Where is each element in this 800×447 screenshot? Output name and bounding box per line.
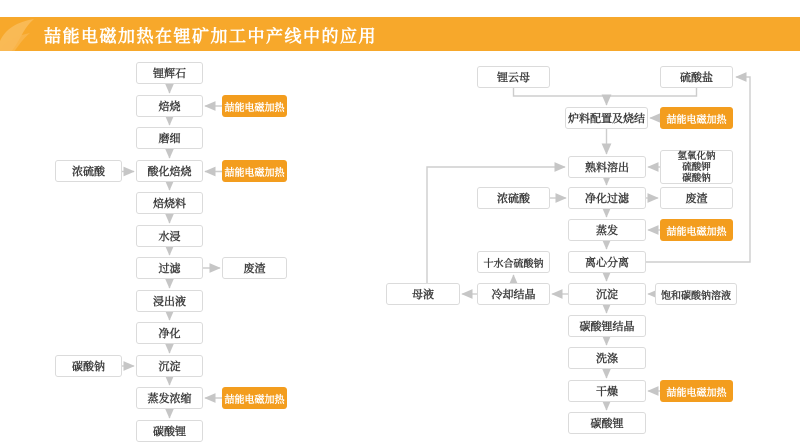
node-lithium-carbonate-right: 碳酸锂 — [568, 412, 646, 434]
heat-badge-drying: 喆能电磁加热 — [660, 380, 733, 402]
heat-badge-sintering: 喆能电磁加热 — [660, 107, 733, 129]
node-roasted-material: 焙烧料 — [136, 192, 203, 214]
node-conc-sulfuric-acid-right: 浓硫酸 — [477, 187, 550, 209]
page-title: 喆能电磁加热在锂矿加工中产线中的应用 — [44, 26, 377, 46]
node-conc-sulfuric-acid: 浓硫酸 — [55, 160, 122, 182]
node-centrifugal-separation: 离心分离 — [568, 251, 646, 273]
node-purification-filtration: 净化过滤 — [568, 187, 646, 209]
node-grinding: 磨细 — [136, 127, 203, 149]
flowchart-canvas — [0, 51, 800, 447]
node-evaporation-concentration: 蒸发浓缩 — [136, 387, 203, 409]
node-lepidolite: 锂云母 — [477, 66, 550, 88]
node-chemical-additives — [660, 150, 733, 184]
node-precipitation-right: 沉淀 — [568, 283, 646, 305]
node-water-leaching: 水浸 — [136, 225, 203, 247]
additive-naoh: 氢氧化钠 — [677, 150, 716, 162]
node-saturated-na2co3-solution: 饱和碳酸钠溶液 — [655, 283, 737, 305]
heat-badge-evaporation-right: 喆能电磁加热 — [660, 219, 733, 241]
node-li2co3-crystallization: 碳酸锂结晶 — [568, 315, 646, 337]
node-charge-sintering: 炉料配置及烧结 — [565, 107, 648, 129]
node-leachate: 浸出液 — [136, 290, 203, 312]
node-sodium-carbonate: 碳酸钠 — [55, 355, 122, 377]
heat-badge-acid-roasting: 喆能电磁加热 — [222, 160, 287, 182]
top-white-strip — [0, 0, 800, 17]
header-bar — [0, 17, 800, 51]
node-filtration: 过滤 — [136, 257, 203, 279]
node-precipitation: 沉淀 — [136, 355, 203, 377]
node-waste-residue-right: 废渣 — [660, 187, 733, 209]
heat-badge-roasting: 喆能电磁加热 — [222, 95, 287, 117]
node-clinker-dissolution: 熟料溶出 — [568, 156, 646, 178]
node-waste-residue: 废渣 — [222, 257, 287, 279]
additive-na2co3: 碳酸钠 — [682, 172, 711, 184]
node-evaporation: 蒸发 — [568, 219, 646, 241]
node-mother-liquor: 母液 — [386, 283, 460, 305]
node-purification: 净化 — [136, 322, 203, 344]
node-lithium-carbonate: 碳酸锂 — [136, 420, 203, 442]
heat-badge-evaporation: 喆能电磁加热 — [222, 387, 287, 409]
node-spodumene: 锂辉石 — [136, 62, 203, 84]
node-cooling-crystallization: 冷却结晶 — [477, 283, 550, 305]
additive-k2so4: 硫酸钾 — [682, 161, 711, 173]
node-washing: 洗涤 — [568, 347, 646, 369]
node-roasting: 焙烧 — [136, 95, 203, 117]
node-sulfate: 硫酸盐 — [660, 66, 733, 88]
node-drying: 干燥 — [568, 380, 646, 402]
node-acid-roasting: 酸化焙烧 — [136, 160, 203, 182]
node-glauber-salt: 十水合硫酸钠 — [477, 251, 550, 273]
